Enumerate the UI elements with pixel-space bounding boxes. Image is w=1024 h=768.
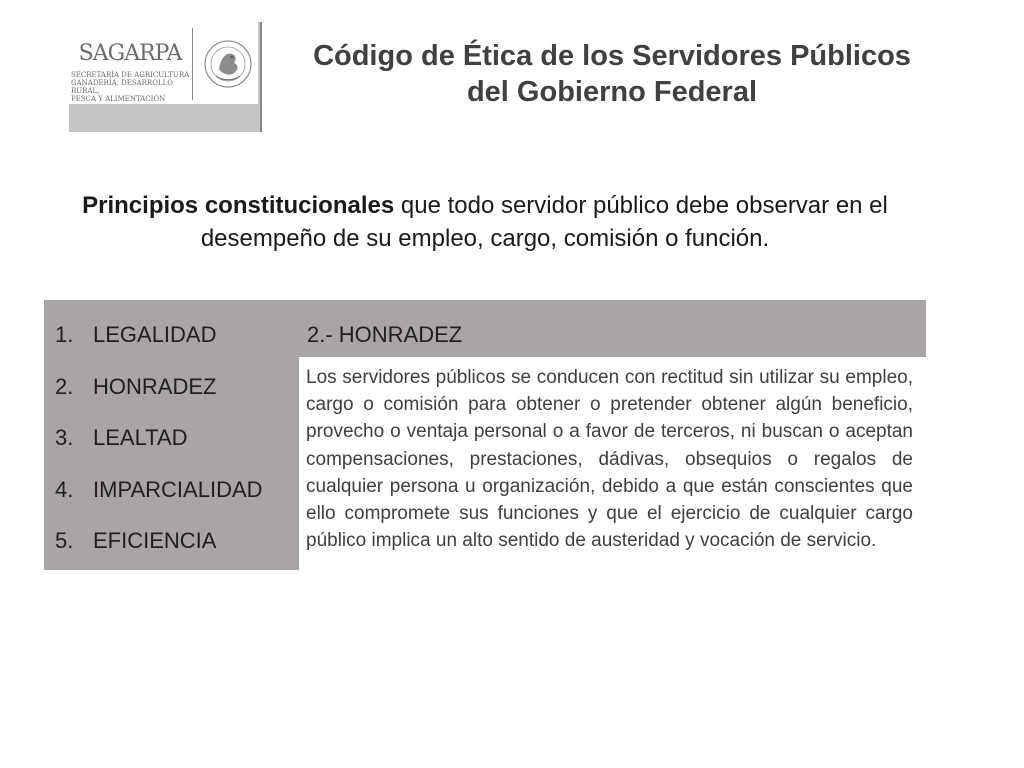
list-item-label: HONRADEZ <box>93 373 217 399</box>
list-item-label: LEGALIDAD <box>93 322 217 347</box>
list-item <box>55 421 263 473</box>
list-item-label: LEALTAD <box>93 425 188 450</box>
list-item-number: 3. <box>55 425 74 450</box>
selected-principle-heading: 2.- HONRADEZ <box>307 322 463 347</box>
principles-list <box>55 318 263 576</box>
page-title: Código de Ética de los Servidores Públicos del Gobierno Federal <box>313 40 911 108</box>
list-item-label: EFICIENCIA <box>93 528 217 553</box>
list-item <box>55 318 263 370</box>
list-item-number: 5. <box>55 528 74 553</box>
logo-subtitle: SECRETARÍA DE AGRICULTURA GANADERÍA, DESARROLLO RURAL, PESCA Y ALIMENTACIÓN <box>71 71 190 103</box>
sagarpa-logo <box>69 22 262 132</box>
list-item <box>55 473 263 525</box>
intro-bold: Principios constitucionales <box>82 192 395 219</box>
principle-description: Los servidores públicos se conducen con rectitud sin utilizar su empleo, cargo o comisión para obtener o pretender obtener algún beneficio, provecho o ventaja personal o a favor de terceros, ni buscan o aceptan compensaciones, prestaciones, dádivas, obsequios o regalos de cualquier persona u organización, debido a que están conscientes que ello compromete sus funciones y que el ejercicio de cualquier cargo público implica un alto sentido de austeridad y vocación de servicio. <box>306 367 913 552</box>
list-item <box>55 370 263 422</box>
list-item-label: IMPARCIALIDAD <box>93 476 263 502</box>
list-item-number: 1. <box>55 322 74 347</box>
logo-panel <box>69 22 258 104</box>
list-item-number: 2. <box>55 373 74 399</box>
list-item <box>55 524 263 576</box>
intro-rest: que todo servidor público debe observar en el desempeño de su empleo, cargo, comisión o función. <box>200 192 888 252</box>
mexican-seal-icon <box>202 34 254 94</box>
logo-divider <box>192 28 193 100</box>
logo-wordmark: SAGARPA <box>78 41 182 66</box>
list-item-number: 4. <box>55 476 74 502</box>
intro-statement <box>30 189 940 255</box>
